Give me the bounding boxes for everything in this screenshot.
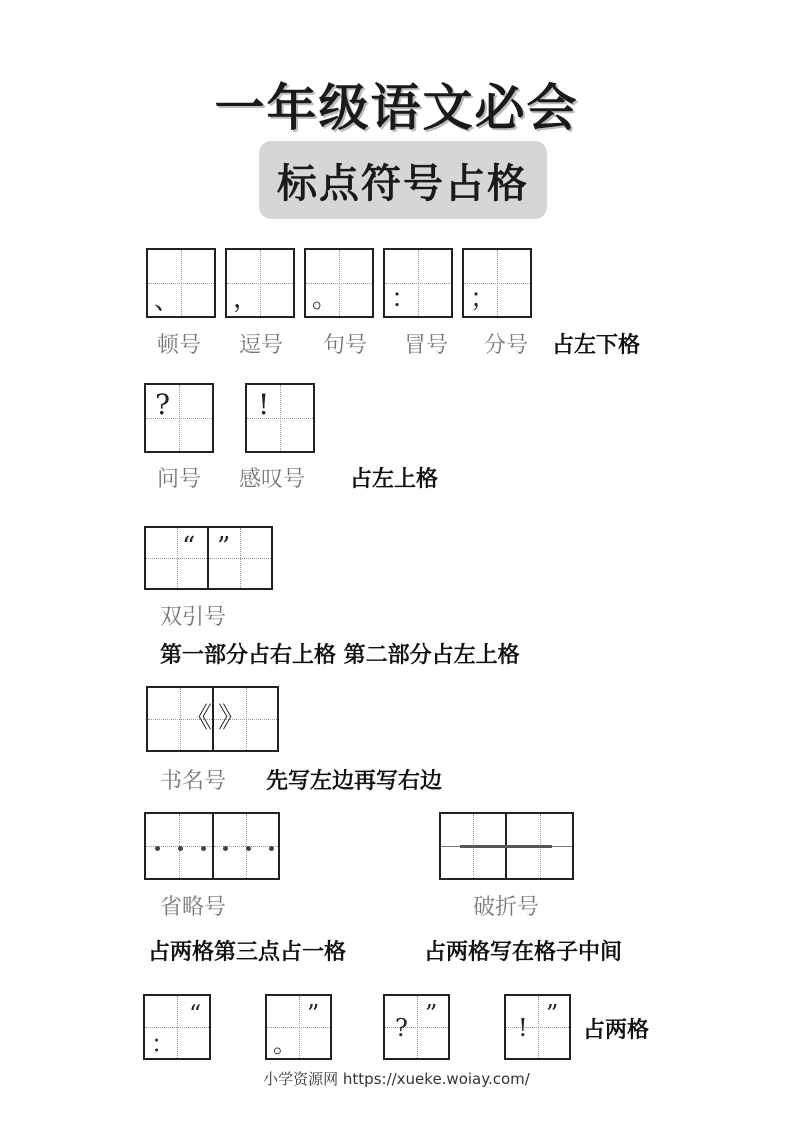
ellipsis-dot [178,846,183,851]
label-fenhao: 分号 [484,333,529,358]
ellipsis-dot [269,846,274,851]
grid-cell-wenhao [144,383,214,453]
page-title: 一年级语文必会 [214,79,579,137]
mark-maohao: ： [391,284,418,314]
mark-juhao: 。 [312,284,339,314]
grid-cell-douhao [225,248,295,318]
grid-cell-gantanhao [245,383,315,453]
label-pozhehao: 破折号 [473,895,540,920]
label-wenhao: 问号 [157,467,202,492]
mark-combo-colon: ： [151,1030,175,1058]
grid-cell-combo-period-quote [265,994,332,1060]
grid-cell-shuming-close [212,686,279,752]
ellipsis-dot [246,846,251,851]
grid-cell-combo-question-quote [383,994,450,1060]
subtitle-text: 标点符号占格 [277,160,529,207]
rule-dash: 占两格写在格子中间 [424,939,623,965]
rule-lower-left: 占左下格 [552,332,641,358]
rule-upper-left: 占左上格 [350,466,439,492]
mark-combo-period: 。 [273,1030,297,1058]
label-dunhao: 顿号 [157,333,202,358]
subtitle-banner [259,141,547,219]
label-shuminghao: 书名号 [160,769,227,794]
mark-shuming-close: 》 [218,701,247,734]
mark-combo-quote-close: ” [425,1000,438,1028]
label-maohao: 冒号 [404,333,449,358]
mark-gantanhao: ! [258,388,270,421]
mark-combo-quote-open: “ [189,1000,202,1028]
mark-combo-quote-close: ” [546,1000,559,1028]
mark-quote-open: “ [182,532,196,562]
rule-two-cells: 占两格 [583,1017,650,1043]
grid-cell-quote-open [144,526,209,590]
label-douhao: 逗号 [239,333,284,358]
label-shuangyinhao: 双引号 [160,605,227,630]
grid-cell-fenhao [462,248,532,318]
grid-cell-combo-exclaim-quote [504,994,571,1060]
grid-cell-ellipsis-2 [212,812,280,880]
footer-source: 小学资源网 https://xueke.woiay.com/ [263,1070,530,1088]
mark-shuming-open: 《 [184,701,213,734]
rule-ellipsis: 占两格第三点占一格 [148,939,347,965]
grid-cell-combo-colon-quote [143,994,211,1060]
rule-double-quote: 第一部分占右上格 第二部分占左上格 [160,642,520,668]
label-shenglvehao: 省略号 [160,895,227,920]
mark-combo-question: ? [395,1014,408,1042]
mark-combo-exclaim: ! [518,1014,528,1042]
grid-cell-dunhao [146,248,216,318]
mark-wenhao: ? [155,388,171,421]
grid-cell-juhao [304,248,374,318]
mark-quote-close: ” [217,532,231,562]
mark-fenhao: ； [470,284,497,314]
grid-cell-maohao [383,248,453,318]
grid-cell-quote-close [207,526,273,590]
grid-cell-ellipsis-1 [144,812,214,880]
grid-cell-shuming-open [146,686,214,752]
ellipsis-dot [201,846,206,851]
ellipsis-dot [155,846,160,851]
ellipsis-dot [223,846,228,851]
mark-dunhao: 、 [154,286,181,316]
mark-douhao: ， [233,284,260,314]
mark-combo-quote-close: ” [307,1000,320,1028]
dash-stroke [460,845,552,848]
label-juhao: 句号 [323,333,368,358]
label-gantanhao: 感叹号 [239,467,306,492]
rule-book-title: 先写左边再写右边 [266,768,443,794]
